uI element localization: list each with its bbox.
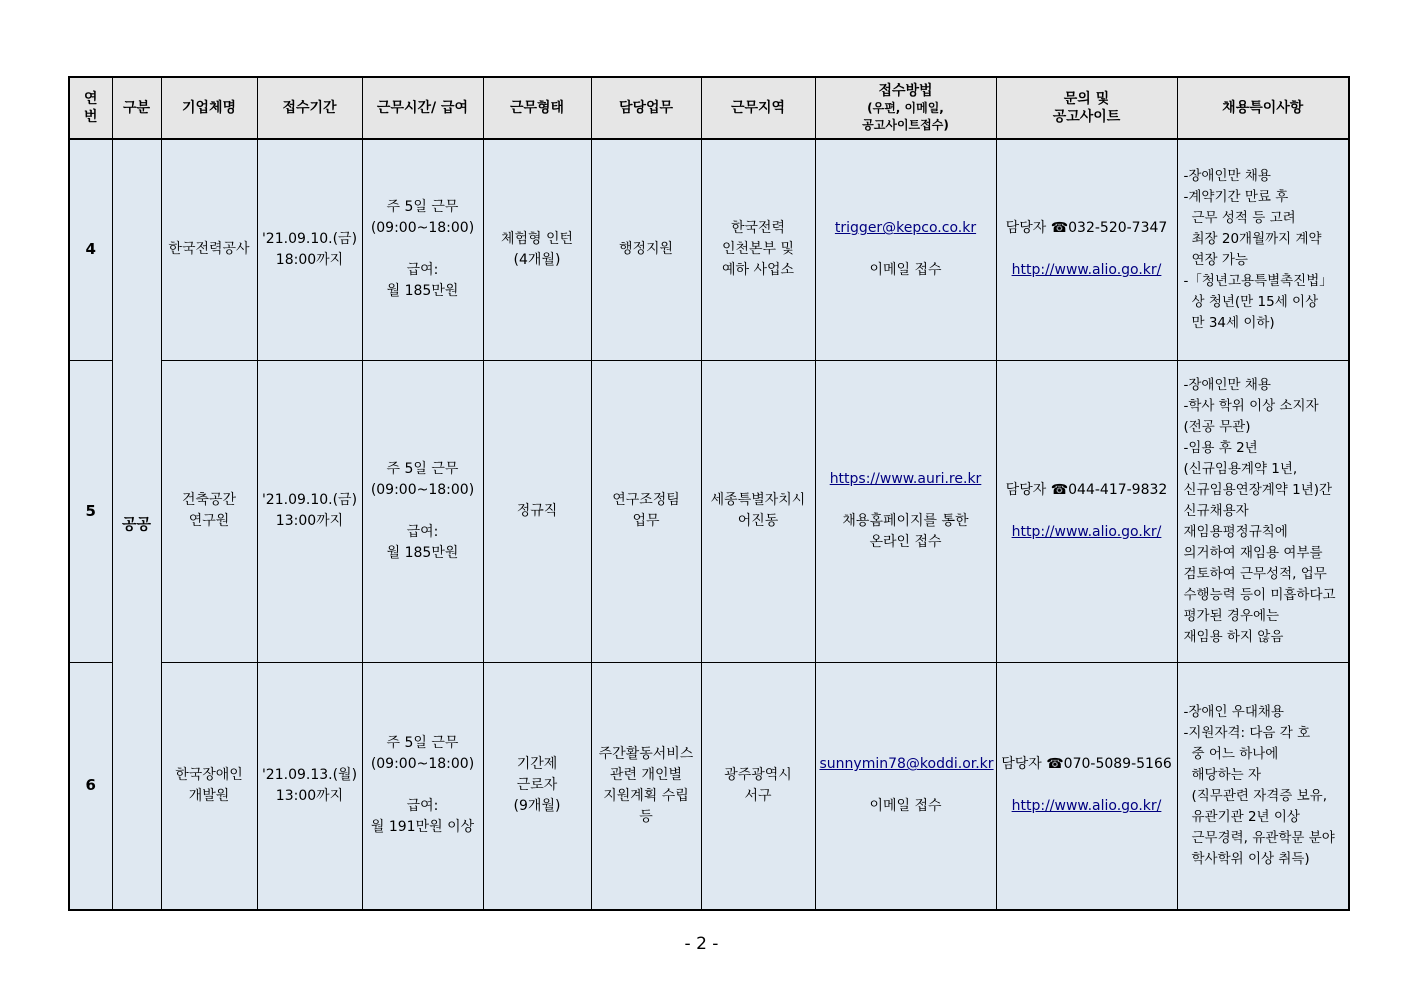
- region-line: 세종특별자치시: [710, 492, 806, 508]
- method-text-line: 온라인 접수: [869, 534, 942, 550]
- period-cell: [257, 662, 362, 910]
- header-category: 구분: [112, 77, 161, 139]
- hiring-notes-cell: [1177, 139, 1349, 360]
- note-line: (직무관련 자격증 보유,: [1191, 787, 1328, 804]
- note-line: 최장 20개월까지 계약: [1191, 230, 1322, 247]
- note-line: -장애인 우대채용: [1183, 703, 1284, 720]
- header-method: 접수방법 (우편, 이메일, 공고사이트접수): [815, 77, 996, 139]
- spacer: [1001, 239, 1173, 260]
- contact-cell: [996, 360, 1177, 662]
- hours-line: 월 185만원: [386, 283, 459, 300]
- note-line: 근무경력, 유관학문 분야: [1191, 829, 1335, 846]
- header-company: 기업체명: [161, 77, 257, 139]
- note-line: 신규채용자: [1183, 502, 1249, 519]
- alio-site-link[interactable]: http://www.alio.go.kr/: [1011, 798, 1162, 815]
- application-method-cell: [815, 662, 996, 910]
- period-line: 13:00까지: [275, 513, 344, 529]
- hours-line: (09:00~18:00): [370, 756, 475, 773]
- application-method-cell: [815, 360, 996, 662]
- note-line: 근무 성적 등 고려: [1191, 209, 1296, 226]
- company-line: 한국전력공사: [168, 241, 250, 258]
- application-method-cell: [815, 139, 996, 360]
- note-line: 재임용 하지 않음: [1183, 628, 1284, 645]
- employment-type-cell: [483, 360, 591, 662]
- hours-line: [367, 239, 479, 260]
- type-line: (9개월): [513, 798, 561, 815]
- duty-line: 주간활동서비스: [598, 745, 694, 762]
- alio-site-link[interactable]: http://www.alio.go.kr/: [1011, 262, 1162, 279]
- table-row: [69, 139, 1349, 360]
- duty-cell: [591, 139, 701, 360]
- spacer: [1001, 501, 1173, 522]
- note-line: -장애인만 채용: [1183, 167, 1271, 184]
- company-line: 한국장애인: [175, 766, 243, 783]
- type-line: 기간제: [516, 756, 558, 773]
- hours-line: 주 5일 근무: [386, 199, 459, 216]
- company-line: 연구원: [188, 513, 230, 529]
- note-line: 상 청년(만 15세 이상: [1191, 293, 1319, 310]
- hours-line: 급여:: [406, 798, 439, 815]
- hiring-notes-cell: [1177, 360, 1349, 662]
- contact-cell: [996, 139, 1177, 360]
- header-contact: 문의 및 공고사이트: [996, 77, 1177, 139]
- period-line: 18:00까지: [275, 251, 344, 268]
- period-cell: [257, 360, 362, 662]
- company-cell: [161, 139, 257, 360]
- note-line: -임용 후 2년: [1183, 439, 1258, 456]
- hours-line: (09:00~18:00): [370, 481, 475, 498]
- note-line: -장애인만 채용: [1183, 376, 1271, 393]
- type-line: (4개월): [513, 251, 561, 268]
- method-text-line: 채용홈페이지를 통한: [842, 513, 969, 529]
- note-line: 의거하여 재임용 여부를: [1183, 544, 1323, 561]
- contact-cell: [996, 662, 1177, 910]
- row-number: 6: [69, 662, 112, 910]
- note-line: -「청년고용특별촉진법」: [1183, 272, 1333, 289]
- contact-phone: 담당자 ☎032-520-7347: [1005, 220, 1168, 237]
- duty-line: 업무: [632, 513, 660, 529]
- duty-cell: [591, 360, 701, 662]
- period-cell: [257, 139, 362, 360]
- header-type: 근무형태: [483, 77, 591, 139]
- hours-line: [367, 775, 479, 796]
- region-cell: [701, 360, 815, 662]
- method-text-line: 이메일 접수: [869, 798, 942, 815]
- hours-line: (09:00~18:00): [370, 220, 475, 237]
- hours-salary-cell: [362, 662, 483, 910]
- spacer: [820, 239, 992, 260]
- header-duty: 담당업무: [591, 77, 701, 139]
- note-line: 신규임용연장계약 1년)간: [1183, 481, 1333, 498]
- company-cell: [161, 360, 257, 662]
- table-row: [69, 360, 1349, 662]
- page-number: - 2 -: [684, 934, 719, 954]
- header-period: 접수기간: [257, 77, 362, 139]
- header-notes: 채용특이사항: [1177, 77, 1349, 139]
- spacer: [820, 490, 992, 511]
- company-cell: [161, 662, 257, 910]
- duty-line: 지원계획 수립 등: [603, 787, 689, 825]
- contact-phone: 담당자 ☎044-417-9832: [1005, 481, 1168, 498]
- employment-type-cell: [483, 139, 591, 360]
- period-line: '21.09.10.(금): [261, 492, 358, 508]
- application-link[interactable]: sunnymin78@koddi.or.kr: [819, 756, 994, 773]
- job-listing-table: [68, 76, 1350, 911]
- note-line: 학사학위 이상 취득): [1191, 850, 1310, 867]
- type-line: 정규직: [516, 502, 558, 519]
- hours-salary-cell: [362, 139, 483, 360]
- employment-type-cell: [483, 662, 591, 910]
- hours-line: 급여:: [406, 523, 439, 540]
- hours-line: 월 185만원: [386, 544, 459, 561]
- company-line: 건축공간: [181, 492, 237, 508]
- method-text-line: 이메일 접수: [869, 262, 942, 279]
- note-line: (전공 무관): [1183, 418, 1251, 435]
- region-line: 서구: [744, 787, 772, 804]
- hours-line: [367, 501, 479, 522]
- contact-phone: 담당자 ☎070-5089-5166: [1001, 756, 1172, 773]
- note-line: -계약기간 만료 후: [1183, 188, 1289, 205]
- region-cell: [701, 662, 815, 910]
- duty-line: 연구조정팀: [612, 492, 680, 508]
- header-row: [69, 77, 1349, 139]
- note-line: (신규임용계약 1년,: [1183, 460, 1298, 477]
- alio-site-link[interactable]: http://www.alio.go.kr/: [1011, 523, 1162, 540]
- type-line: 근로자: [516, 777, 558, 794]
- header-hours: 근무시간/ 급여: [362, 77, 483, 139]
- note-line: 유관기관 2년 이상: [1191, 808, 1300, 825]
- hours-salary-cell: [362, 360, 483, 662]
- duty-line: 관련 개인별: [609, 766, 683, 783]
- note-line: 연장 가능: [1191, 251, 1248, 268]
- duty-cell: [591, 662, 701, 910]
- note-line: 재임용평정규칙에: [1183, 523, 1288, 540]
- header-no: 연 번: [69, 77, 112, 139]
- region-line: 예하 사업소: [721, 262, 795, 279]
- note-line: 평가된 경우에는: [1183, 607, 1280, 624]
- type-line: 체험형 인턴: [500, 230, 574, 247]
- note-line: -학사 학위 이상 소지자: [1183, 397, 1319, 414]
- application-link[interactable]: trigger@kepco.co.kr: [834, 220, 977, 237]
- region-line: 한국전력: [730, 220, 786, 237]
- category-cell: 공공: [112, 139, 161, 910]
- company-line: 개발원: [188, 787, 230, 804]
- region-cell: [701, 139, 815, 360]
- region-line: 어진동: [737, 513, 779, 529]
- note-line: 해당하는 자: [1191, 766, 1261, 783]
- spacer: [820, 775, 992, 796]
- hours-line: 주 5일 근무: [386, 460, 459, 477]
- hours-line: 급여:: [406, 262, 439, 279]
- note-line: -지원자격: 다음 각 호: [1183, 724, 1311, 741]
- hiring-notes-cell: [1177, 662, 1349, 910]
- period-line: 13:00까지: [275, 787, 344, 804]
- note-line: 수행능력 등이 미흡하다고: [1183, 586, 1336, 603]
- row-number: 4: [69, 139, 112, 360]
- table-row: [69, 662, 1349, 910]
- note-line: 검토하여 근무성적, 업무: [1183, 565, 1327, 582]
- period-line: '21.09.10.(금): [261, 230, 358, 247]
- note-line: 중 어느 하나에: [1191, 745, 1279, 762]
- note-line: 만 34세 이하): [1191, 314, 1275, 331]
- spacer: [1001, 775, 1173, 796]
- region-line: 광주광역시: [724, 766, 792, 783]
- header-region: 근무지역: [701, 77, 815, 139]
- application-link[interactable]: https://www.auri.re.kr: [829, 471, 982, 487]
- duty-line: 행정지원: [618, 241, 674, 258]
- row-number: 5: [69, 360, 112, 662]
- region-line: 인천본부 및: [721, 241, 795, 258]
- period-line: '21.09.13.(월): [261, 766, 358, 783]
- hours-line: 주 5일 근무: [386, 735, 459, 752]
- hours-line: 월 191만원 이상: [370, 819, 475, 836]
